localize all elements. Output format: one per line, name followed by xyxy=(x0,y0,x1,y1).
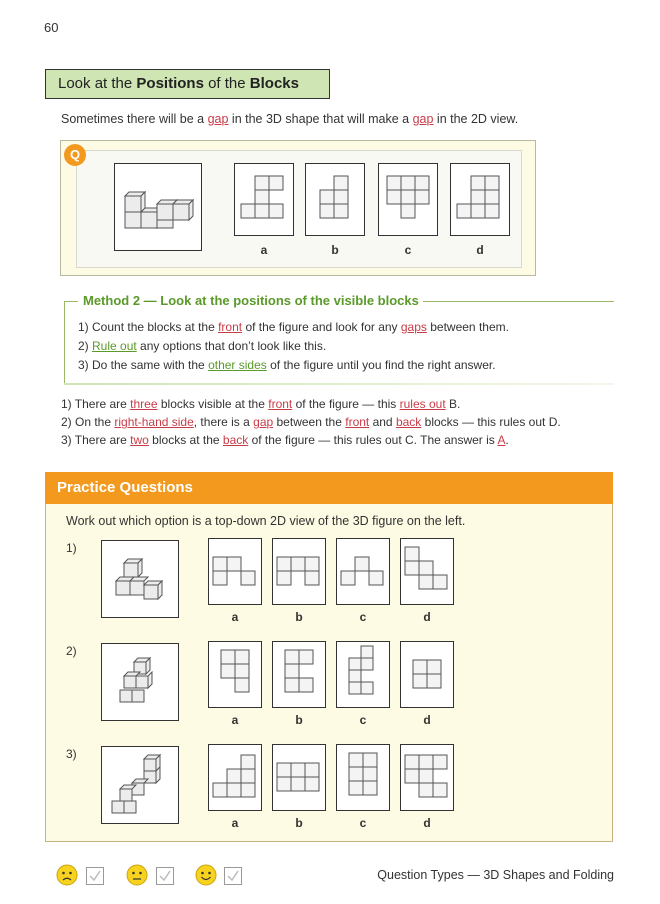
q2-option-b[interactable] xyxy=(272,641,326,708)
q2-label-b: b xyxy=(295,713,303,727)
practice-q3-number: 3) xyxy=(66,747,77,761)
intro-text: Sometimes there will be a gap in the 3D shape that will make a gap in the 2D view. xyxy=(61,112,519,126)
answer-step-2: 2) On the right-hand side, there is a gap between the front and back blocks — this rules out D. xyxy=(61,415,561,429)
example-3d-figure xyxy=(114,163,202,251)
q2-option-c[interactable] xyxy=(336,641,390,708)
q3-option-a[interactable] xyxy=(208,744,262,811)
q2-option-d[interactable] xyxy=(400,641,454,708)
method-step-1: 1) Count the blocks at the front of the figure and look for any gaps between them. xyxy=(78,320,509,334)
q1-label-b: b xyxy=(295,610,303,624)
q2-option-a[interactable] xyxy=(208,641,262,708)
q3-option-b[interactable] xyxy=(272,744,326,811)
method-title: Method 2 — Look at the positions of the visible blocks xyxy=(79,293,423,308)
q1-label-a: a xyxy=(231,610,239,624)
method-border-left xyxy=(64,301,65,385)
q2-label-a: a xyxy=(231,713,239,727)
q1-label-c: c xyxy=(359,610,367,624)
example-option-c[interactable] xyxy=(378,163,438,236)
method-border-right xyxy=(410,301,614,302)
practice-intro: Work out which option is a top-down 2D view of the 3D figure on the left. xyxy=(66,514,466,528)
example-label-a: a xyxy=(260,243,268,257)
example-label-c: c xyxy=(404,243,412,257)
practice-q3-figure xyxy=(101,746,179,824)
q1-label-d: d xyxy=(423,610,431,624)
answer-step-1: 1) There are three blocks visible at the front of the figure — this rules out B. xyxy=(61,397,461,411)
neutral-checkbox[interactable] xyxy=(156,867,174,885)
sad-face-icon xyxy=(56,864,78,886)
q2-label-c: c xyxy=(359,713,367,727)
q1-option-c[interactable] xyxy=(336,538,390,605)
practice-q2-number: 2) xyxy=(66,644,77,658)
q1-option-b[interactable] xyxy=(272,538,326,605)
sad-checkbox[interactable] xyxy=(86,867,104,885)
q2-label-d: d xyxy=(423,713,431,727)
answer-step-3: 3) There are two blocks at the back of the figure — this rules out C. The answer is A. xyxy=(61,433,509,447)
section-title: Look at the Positions of the Blocks xyxy=(45,69,330,99)
footer-text: Question Types — 3D Shapes and Folding xyxy=(377,868,614,882)
practice-header: Practice Questions xyxy=(45,472,613,504)
q1-option-a[interactable] xyxy=(208,538,262,605)
page-number: 60 xyxy=(44,20,59,35)
q3-label-b: b xyxy=(295,816,303,830)
example-option-b[interactable] xyxy=(305,163,365,236)
example-label-d: d xyxy=(476,243,484,257)
happy-face-icon xyxy=(195,864,217,886)
example-option-d[interactable] xyxy=(450,163,510,236)
happy-checkbox[interactable] xyxy=(224,867,242,885)
practice-q1-figure xyxy=(101,540,179,618)
method-step-3: 3) Do the same with the other sides of the figure until you find the right answer. xyxy=(78,358,496,372)
practice-q1-number: 1) xyxy=(66,541,77,555)
method-step-2: 2) Rule out any options that don’t look like this. xyxy=(78,339,327,353)
example-option-a[interactable] xyxy=(234,163,294,236)
method-border xyxy=(64,301,78,302)
q1-option-d[interactable] xyxy=(400,538,454,605)
q3-label-c: c xyxy=(359,816,367,830)
q3-label-a: a xyxy=(231,816,239,830)
example-label-b: b xyxy=(331,243,339,257)
practice-q2-figure xyxy=(101,643,179,721)
q3-option-d[interactable] xyxy=(400,744,454,811)
q3-option-c[interactable] xyxy=(336,744,390,811)
q3-label-d: d xyxy=(423,816,431,830)
neutral-face-icon xyxy=(126,864,148,886)
method-border-bottom xyxy=(64,383,614,385)
q-badge: Q xyxy=(64,144,86,166)
